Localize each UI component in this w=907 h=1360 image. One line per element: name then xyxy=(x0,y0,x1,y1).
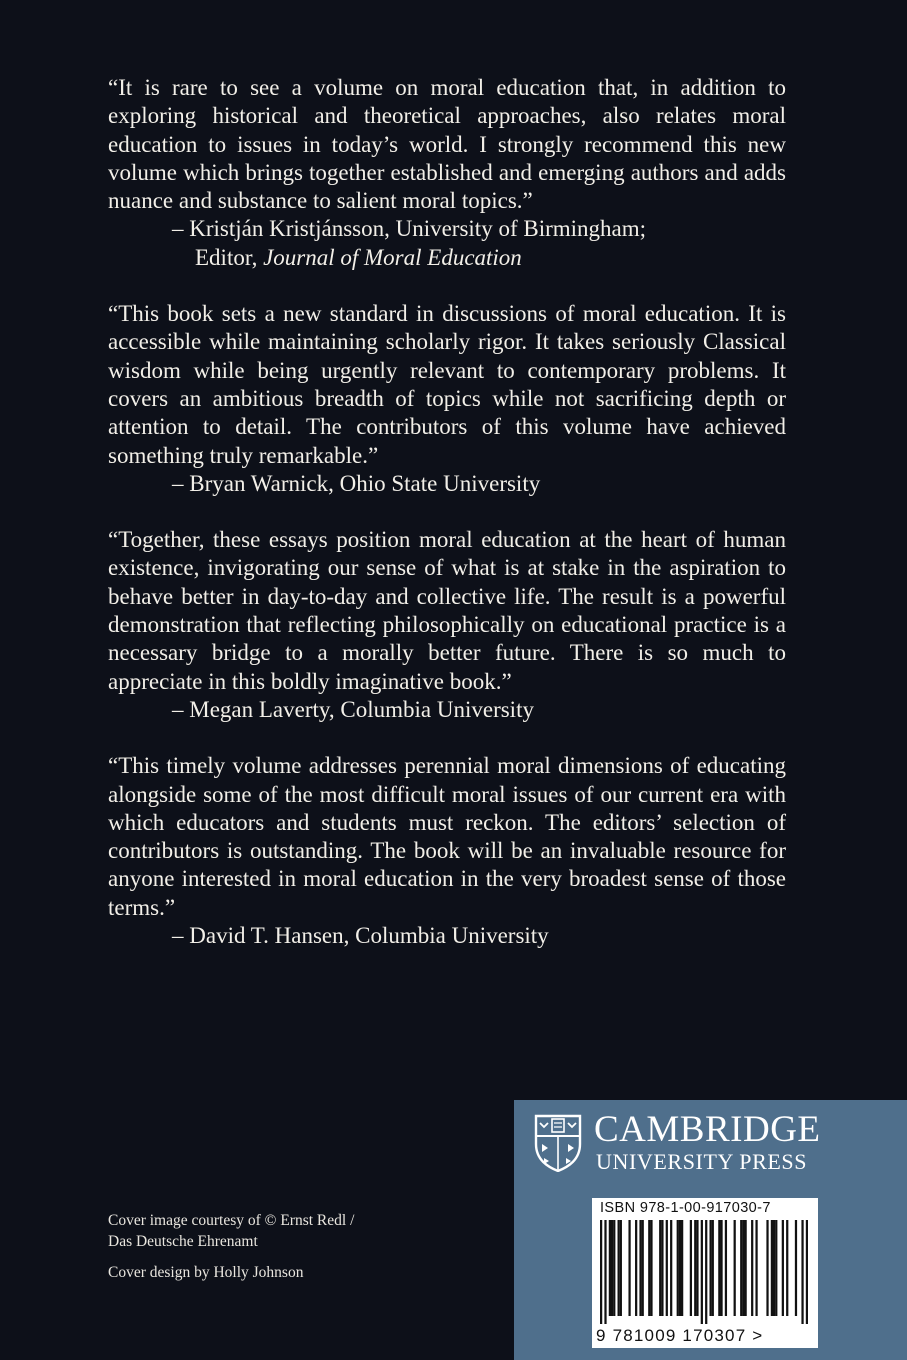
barcode-bar xyxy=(771,1220,773,1316)
attribution-line: – Kristján Kristjánsson, University of Birmingham; xyxy=(172,216,647,242)
barcode-bar xyxy=(775,1220,777,1316)
barcode-bar xyxy=(742,1220,744,1316)
barcode-bar xyxy=(648,1220,650,1316)
endorsement-3 xyxy=(108,526,786,724)
barcode-bar xyxy=(745,1220,747,1316)
barcode-bar xyxy=(806,1220,808,1324)
endorsement-quote: “This timely volume addresses perennial moral dimensions of educating alongside some of the most difficult moral issues of our current era with which educators and students must reckon. The editors’ selection of contributors is outstanding. The book will be an invaluable resource for anyone interested in moral education in the very broadest sense of those terms.” xyxy=(108,753,786,920)
barcode-bar xyxy=(635,1220,637,1316)
barcode-bar xyxy=(696,1220,698,1316)
barcode-bar xyxy=(628,1220,630,1316)
endorsement-attribution: – Megan Laverty, Columbia University xyxy=(172,696,534,722)
barcode-bar xyxy=(613,1220,615,1316)
endorsement-attribution: – David T. Hansen, Columbia University xyxy=(172,923,549,949)
publisher-press: UNIVERSITY PRESS xyxy=(596,1149,808,1174)
barcode-bar xyxy=(773,1220,775,1316)
design-credit: Cover design by Holly Johnson xyxy=(108,1264,304,1281)
image-credit-line-1: Cover image courtesy of © Ernst Redl / xyxy=(108,1212,355,1229)
barcode-bar xyxy=(734,1220,736,1316)
endorsement-quote: “This book sets a new standard in discussions of moral education. It is accessible while maintaining scholarly rigor. It takes seriously Classical wisdom while being urgently relevant to contemporary problems. It covers an ambitious breadth of topics while not sacrificing depth or attention to detail. The contributors of this volume have achieved something truly remarkable.” xyxy=(108,301,786,468)
barcode-bar xyxy=(620,1220,622,1316)
endorsement-quote: “Together, these essays position moral education at the heart of human existence, invigorating our sense of what is at stake in the aspiration to behave better in day-to-day and collective life. The result is a powerful demonstration that reflecting philosophically on educational practice is a necessary bridge to a morally better future. There is so much to appreciate in this boldly imaginative book.” xyxy=(108,527,786,694)
barcode-bar xyxy=(679,1220,681,1316)
barcode-bar xyxy=(725,1220,727,1316)
attribution-prefix: Editor, xyxy=(195,244,264,270)
barcode-bar xyxy=(701,1220,703,1324)
barcode-bar xyxy=(609,1220,611,1316)
endorsement-quote: “It is rare to see a volume on moral education that, in addition to exploring historical and theoretical approaches, also relates moral education to issues in today’s world. I strongly recommend this new volume which brings together established and emerging authors and adds nuance and substance to salient moral topics.” xyxy=(108,75,786,214)
barcode-bar xyxy=(661,1220,663,1316)
barcode-bar xyxy=(795,1220,797,1316)
barcode-bar xyxy=(705,1220,707,1324)
cover-credits xyxy=(108,1210,354,1283)
barcode-bar xyxy=(659,1220,661,1316)
endorsement-1 xyxy=(108,74,786,272)
barcode-bar xyxy=(600,1220,602,1324)
barcode-bar xyxy=(611,1220,613,1316)
barcode-bar xyxy=(709,1220,711,1316)
endorsement-attribution: – Bryan Warnick, Ohio State University xyxy=(172,470,541,496)
barcode-bar xyxy=(639,1220,641,1316)
endorsement-2 xyxy=(108,300,786,498)
barcode-bar xyxy=(690,1220,692,1316)
publisher-name: CAMBRIDGE xyxy=(594,1109,821,1150)
ean-digits: 9 781009 170307 > xyxy=(596,1326,764,1345)
barcode-bar xyxy=(681,1220,683,1316)
endorsement-attribution xyxy=(108,215,786,272)
barcode-bar xyxy=(718,1220,720,1316)
attribution-affiliation xyxy=(172,244,786,272)
endorsements xyxy=(108,74,786,978)
barcode-bars xyxy=(600,1220,808,1324)
barcode-bar xyxy=(751,1220,753,1316)
barcode-bar xyxy=(666,1220,668,1316)
barcode-bar xyxy=(786,1220,788,1316)
isbn-barcode xyxy=(592,1198,818,1348)
barcode-bar xyxy=(712,1220,714,1316)
journal-title: Journal of Moral Education xyxy=(263,244,522,270)
isbn-label: ISBN 978-1-00-917030-7 xyxy=(600,1200,771,1216)
barcode-bar xyxy=(604,1220,606,1324)
barcode-bar xyxy=(720,1220,722,1316)
barcode-bar xyxy=(766,1220,768,1316)
barcode-bar xyxy=(782,1220,784,1316)
barcode-bar xyxy=(694,1220,696,1316)
barcode-bar xyxy=(740,1220,742,1316)
barcode-bar xyxy=(755,1220,757,1316)
endorsement-4 xyxy=(108,752,786,950)
cambridge-shield-icon xyxy=(534,1114,582,1172)
barcode-bar xyxy=(670,1220,672,1316)
barcode-bar xyxy=(677,1220,679,1316)
barcode-bar xyxy=(801,1220,803,1324)
barcode-bar xyxy=(650,1220,652,1316)
image-credit-line-2: Das Deutsche Ehrenamt xyxy=(108,1233,258,1250)
barcode-bar xyxy=(618,1220,620,1316)
publisher-panel xyxy=(514,1100,907,1360)
barcode-bar xyxy=(642,1220,644,1316)
